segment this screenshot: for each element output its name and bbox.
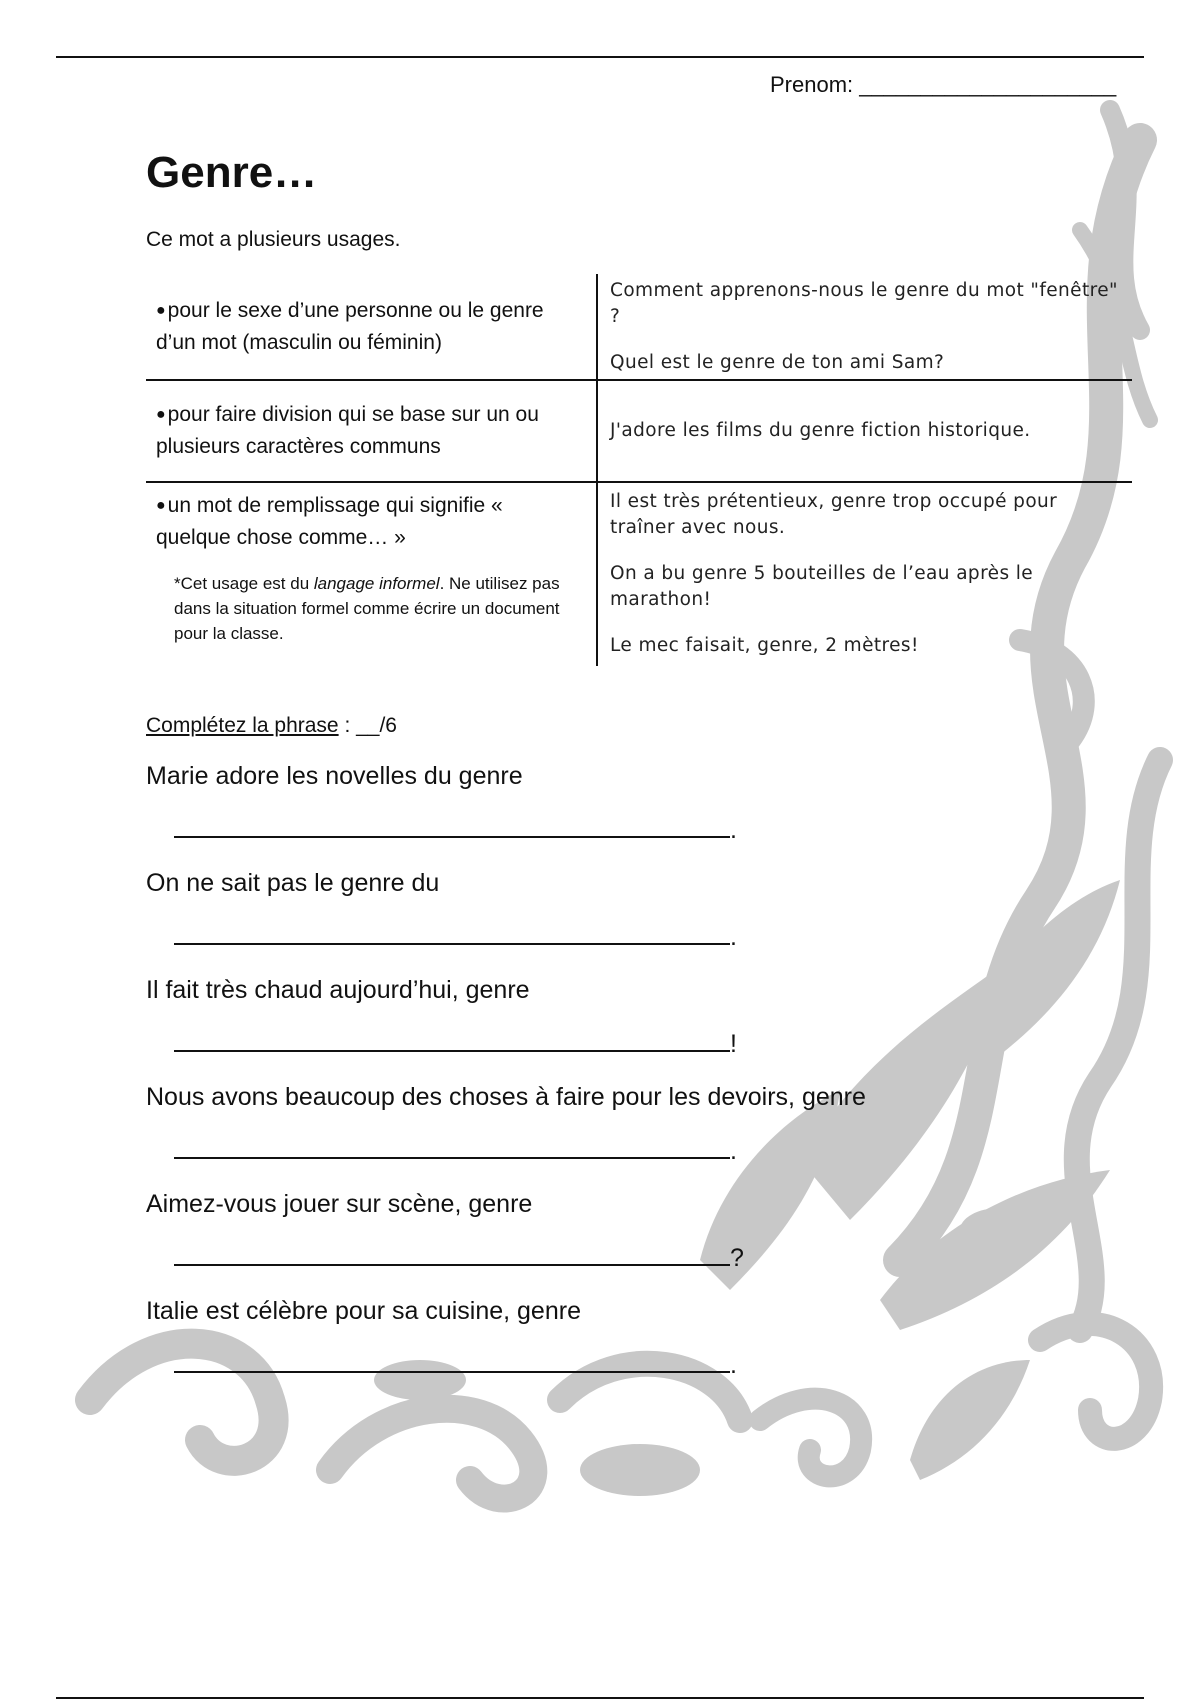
exercise-sentence: Italie est célèbre pour sa cuisine, genre [146, 1297, 581, 1325]
exercise-sentence: Il fait très chaud aujourd’hui, genre [146, 976, 530, 1004]
usage-examples [597, 380, 1132, 482]
prenom-field[interactable]: Prenom: _____________________ [770, 72, 1117, 97]
answer-blank[interactable]: . [174, 816, 737, 845]
answer-blank[interactable]: ! [174, 1030, 737, 1059]
top-rule [56, 56, 1144, 58]
answer-blank[interactable]: ? [174, 1244, 744, 1273]
example-text: Il est très prétentieux, genre trop occupé pour traîner avec nous. [610, 491, 1058, 538]
usage-row [146, 380, 1132, 482]
bullet-icon: ● [156, 406, 166, 423]
exercise-heading: Complétez la phrase : __/6 [146, 714, 397, 737]
definition-text: pour faire division qui se base sur un ou plusieurs caractères communs [156, 403, 539, 458]
example-text: J'adore les films du genre fiction historique. [610, 420, 1031, 441]
answer-blank[interactable]: . [174, 1351, 737, 1380]
usage-examples [597, 274, 1132, 380]
example-text: On a bu genre 5 bouteilles de l’eau après le marathon! [610, 563, 1034, 610]
exercise-sentence: Aimez-vous jouer sur scène, genre [146, 1190, 533, 1218]
definition-text: pour le sexe d’une personne ou le genre d’un mot (masculin ou féminin) [156, 298, 544, 354]
usage-definition [146, 274, 597, 380]
exercise-sentence: Marie adore les novelles du genre [146, 762, 523, 790]
exercise-sentence: Nous avons beaucoup des choses à faire pour les devoirs, genre [146, 1083, 866, 1111]
definition-text: un mot de remplissage qui signifie « quelque chose comme… » [156, 494, 503, 549]
usage-definition [146, 380, 597, 482]
page-title: Genre… [146, 148, 318, 197]
exercise-sentence: On ne sait pas le genre du [146, 869, 440, 897]
informal-note: *Cet usage est du langage informel. Ne utilisez pas dans la situation formel comme écrire un document pour la classe. [174, 574, 560, 643]
usage-definition [146, 482, 597, 666]
bullet-icon: ● [156, 497, 166, 514]
bottom-rule [56, 1697, 1144, 1699]
intro-text: Ce mot a plusieurs usages. [146, 228, 401, 251]
example-text: Quel est le genre de ton ami Sam? [610, 351, 945, 373]
answer-blank[interactable]: . [174, 923, 737, 952]
usage-table [146, 274, 1132, 666]
example-text: Comment apprenons-nous le genre du mot "fenêtre" ? [610, 279, 1118, 327]
example-text: Le mec faisait, genre, 2 mètres! [610, 635, 919, 656]
bullet-icon: ● [156, 301, 166, 319]
usage-row [146, 482, 1132, 666]
usage-examples [597, 482, 1132, 666]
answer-blank[interactable]: . [174, 1137, 737, 1166]
usage-row [146, 274, 1132, 380]
